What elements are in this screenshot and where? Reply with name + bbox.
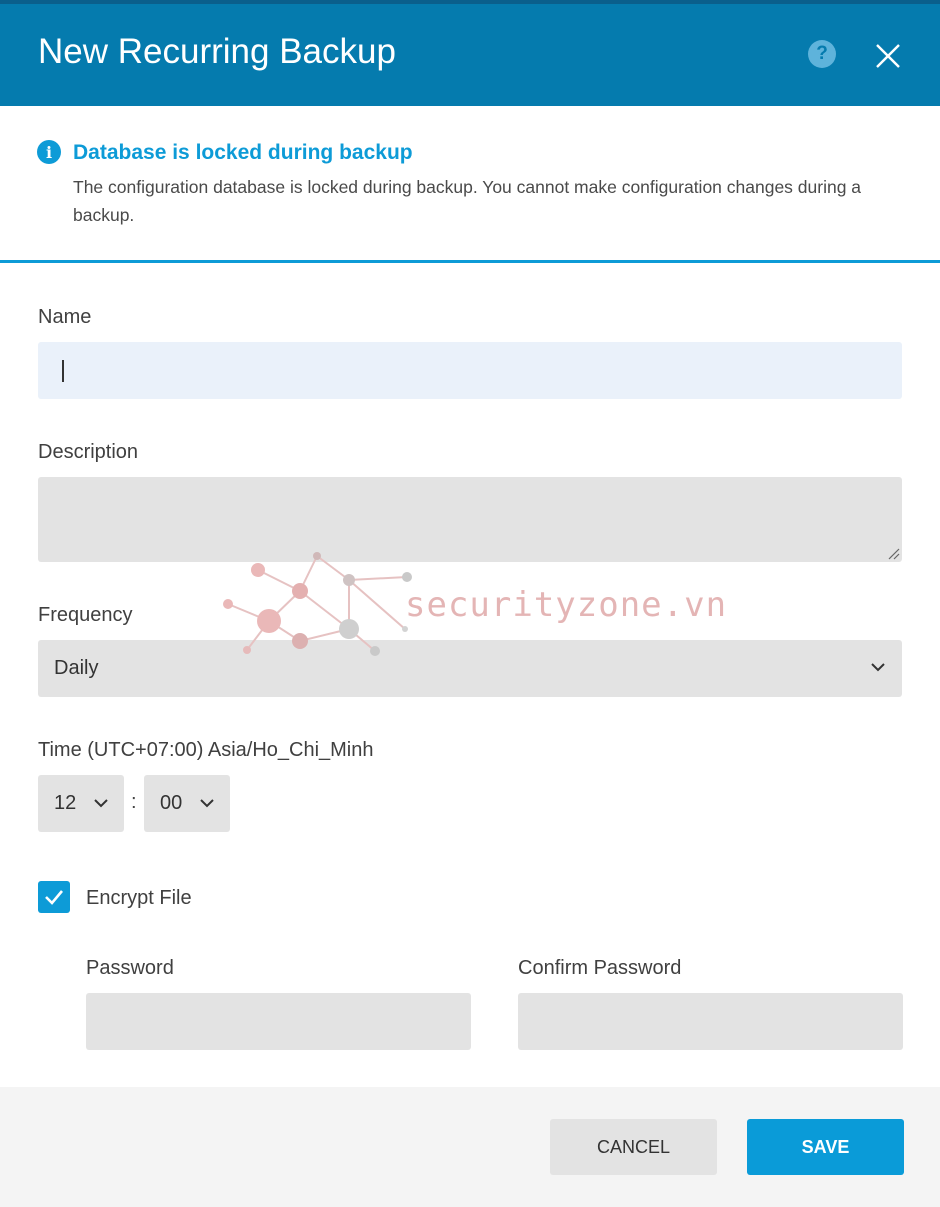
help-icon[interactable]: ?: [808, 40, 836, 68]
dialog-header: [0, 4, 940, 106]
confirm-password-label: Confirm Password: [518, 957, 682, 979]
resize-grip-icon[interactable]: [888, 548, 900, 560]
notice-divider: [0, 260, 940, 263]
frequency-value: Daily: [54, 657, 99, 679]
name-input[interactable]: [38, 342, 902, 399]
chevron-down-icon: [199, 798, 215, 808]
name-label: Name: [38, 306, 92, 328]
watermark-text: securityzone.vn: [405, 585, 728, 625]
time-separator: :: [131, 791, 137, 813]
notice-title: Database is locked during backup: [73, 141, 413, 164]
description-label: Description: [38, 441, 139, 463]
minute-value: 00: [160, 792, 183, 814]
text-caret: [62, 360, 64, 382]
description-textarea[interactable]: [38, 477, 902, 562]
notice-body: The configuration database is locked during backup. You cannot make configuration changes during a backup.: [73, 177, 862, 225]
password-label: Password: [86, 957, 174, 979]
checkmark-icon: [44, 889, 64, 905]
close-icon[interactable]: [872, 40, 904, 72]
info-icon: i: [37, 140, 61, 164]
minute-select[interactable]: [144, 775, 230, 832]
cancel-button[interactable]: CANCEL: [550, 1119, 717, 1175]
password-input[interactable]: [86, 993, 471, 1050]
chevron-down-icon: [870, 662, 886, 672]
dialog-title: New Recurring Backup: [38, 32, 396, 71]
hour-select[interactable]: [38, 775, 124, 832]
confirm-password-input[interactable]: [518, 993, 903, 1050]
time-label: Time (UTC+07:00) Asia/Ho_Chi_Minh: [38, 739, 374, 761]
save-button[interactable]: SAVE: [747, 1119, 904, 1175]
frequency-label: Frequency: [38, 604, 133, 626]
chevron-down-icon: [93, 798, 109, 808]
encrypt-file-label: Encrypt File: [86, 887, 192, 909]
encrypt-file-checkbox[interactable]: [38, 881, 70, 913]
frequency-select[interactable]: [38, 640, 902, 697]
hour-value: 12: [54, 792, 77, 814]
